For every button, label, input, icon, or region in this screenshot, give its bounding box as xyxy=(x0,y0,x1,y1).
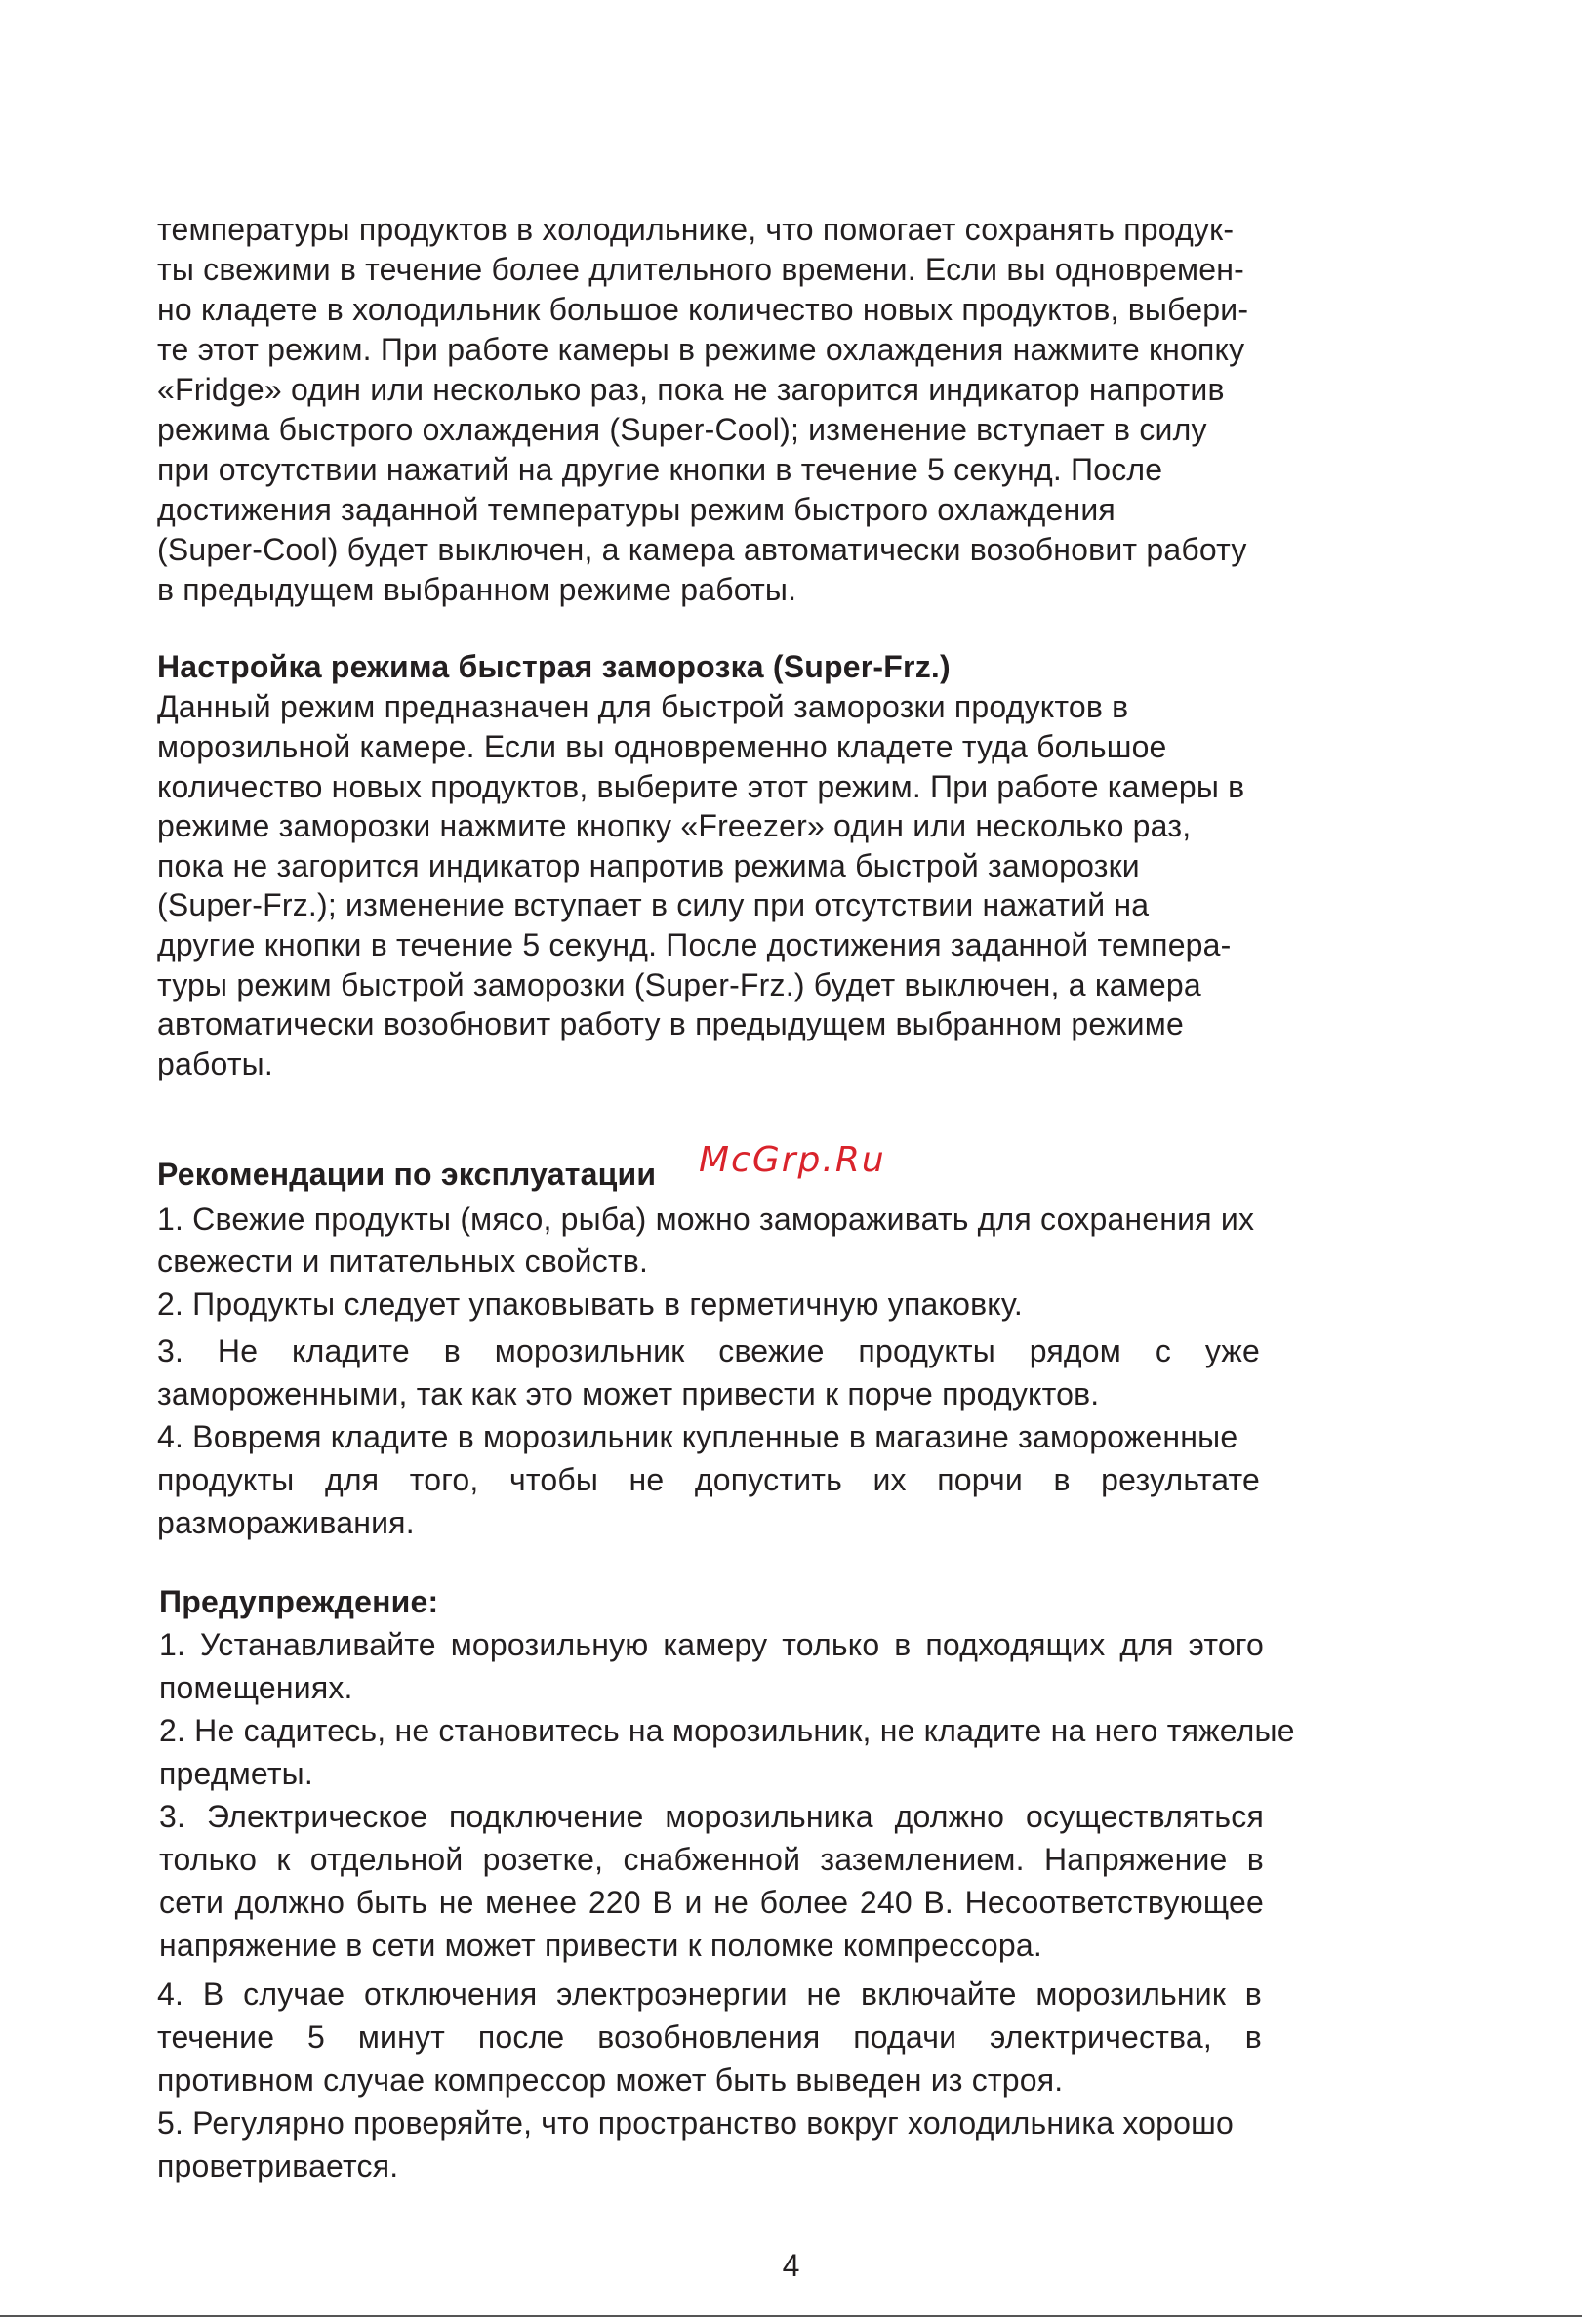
warning-line: течение 5 минут после возобновления подачи электричества, в xyxy=(157,2019,1262,2055)
warning-line: сети должно быть не менее 220 В и не более 240 В. Несоответствующее xyxy=(159,1885,1264,1920)
recommendation-line: замороженными, так как это может привести к порче продуктов. xyxy=(157,1376,1100,1411)
warning-line: 4. В случае отключения электроэнергии не включайте морозильник в xyxy=(157,1977,1262,2012)
warning-line: 3. Электрическое подключение морозильника должно осуществляться xyxy=(159,1799,1264,1834)
intro-line: режима быстрого охлаждения (Super-Cool); изменение вступает в силу xyxy=(157,412,1207,447)
intro-line: но кладете в холодильник большое количество новых продуктов, выбери- xyxy=(157,292,1249,327)
page-number: 4 xyxy=(782,2248,800,2283)
warning-line: 5. Регулярно проверяйте, что пространство вокруг холодильника хорошо xyxy=(157,2105,1235,2141)
super-freeze-line: (Super-Frz.); изменение вступает в силу при отсутствии нажатий на xyxy=(157,887,1150,922)
warning-line: 1. Устанавливайте морозильную камеру только в подходящих для этого xyxy=(159,1627,1264,1662)
intro-line: в предыдущем выбранном режиме работы. xyxy=(157,572,797,607)
super-freeze-line: количество новых продуктов, выберите этот режим. При работе камеры в xyxy=(157,769,1245,804)
super-freeze-line: морозильной камере. Если вы одновременно кладете туда большое xyxy=(157,729,1167,764)
intro-line: ты свежими в течение более длительного времени. Если вы одновремен- xyxy=(157,252,1244,287)
intro-line: при отсутствии нажатий на другие кнопки в течение 5 секунд. После xyxy=(157,452,1163,487)
warning-line: противном случае компрессор может быть выведен из строя. xyxy=(157,2062,1064,2098)
super-freeze-line: пока не загорится индикатор напротив режима быстрой заморозки xyxy=(157,848,1140,883)
watermark-logo: McGrp.Ru xyxy=(699,1140,886,1180)
warning-line: помещениях. xyxy=(159,1670,353,1705)
super-freeze-line: автоматически возобновит работу в предыдущем выбранном режиме xyxy=(157,1006,1184,1041)
recommendation-line: 3. Не кладите в морозильник свежие продукты рядом с уже xyxy=(157,1333,1260,1368)
super-freeze-line: режиме заморозки нажмите кнопку «Freezer» один или несколько раз, xyxy=(157,808,1192,843)
bottom-divider xyxy=(0,2315,1582,2317)
super-freeze-line: работы. xyxy=(157,1046,273,1081)
warning-line: 2. Не садитесь, не становитесь на морозильник, не кладите на него тяжелые xyxy=(159,1713,1295,1748)
recommendation-line: 2. Продукты следует упаковывать в герметичную упаковку. xyxy=(157,1286,1023,1322)
intro-line: «Fridge» один или несколько раз, пока не загорится индикатор напротив xyxy=(157,372,1225,407)
recommendation-line: свежести и питательных свойств. xyxy=(157,1244,649,1279)
intro-line: (Super-Cool) будет выключен, а камера автоматически возобновит работу xyxy=(157,532,1247,567)
recommendation-line: 4. Вовремя кладите в морозильник купленные в магазине замороженные xyxy=(157,1419,1238,1454)
warning-line: предметы. xyxy=(159,1756,313,1791)
recommendations-heading: Рекомендации по эксплуатации xyxy=(157,1157,657,1192)
warning-line: напряжение в сети может привести к поломке компрессора. xyxy=(159,1928,1042,1963)
recommendation-line: 1. Свежие продукты (мясо, рыба) можно замораживать для сохранения их xyxy=(157,1202,1255,1237)
warning-heading: Предупреждение: xyxy=(159,1584,439,1619)
warning-line: проветривается. xyxy=(157,2148,399,2183)
recommendation-line: продукты для того, чтобы не допустить их порчи в результате xyxy=(157,1462,1260,1497)
intro-line: температуры продуктов в холодильнике, что помогает сохранять продук- xyxy=(157,212,1235,247)
intro-line: достижения заданной температуры режим быстрого охлаждения xyxy=(157,492,1116,527)
super-freeze-line: Данный режим предназначен для быстрой заморозки продуктов в xyxy=(157,689,1129,724)
super-freeze-heading: Настройка режима быстрая заморозка (Super-Frz.) xyxy=(157,649,951,684)
intro-line: те этот режим. При работе камеры в режиме охлаждения нажмите кнопку xyxy=(157,332,1245,367)
super-freeze-line: туры режим быстрой заморозки (Super-Frz.) будет выключен, а камера xyxy=(157,967,1201,1002)
warning-line: только к отдельной розетке, снабженной заземлением. Напряжение в xyxy=(159,1842,1264,1877)
super-freeze-line: другие кнопки в течение 5 секунд. После достижения заданной темпера- xyxy=(157,927,1232,962)
recommendation-line: размораживания. xyxy=(157,1505,415,1540)
